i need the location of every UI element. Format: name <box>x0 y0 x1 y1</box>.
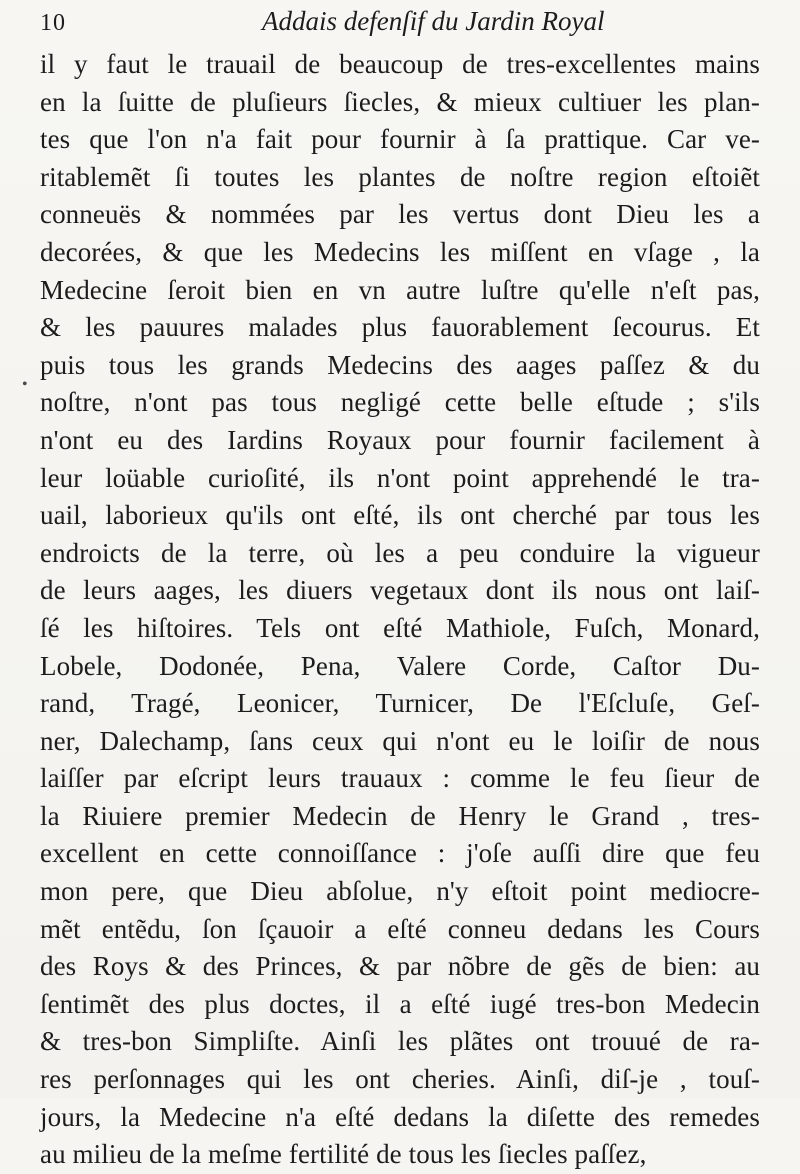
text-line: puis tous les grands Medecins des aages paſſez & du <box>40 349 760 380</box>
margin-mark: • <box>22 376 28 393</box>
text-line: Lobele, Dodonée, Pena, Valere Corde, Caſtor Du- <box>40 650 760 681</box>
text-line: ner, Dalechamp, ſans ceux qui n'ont eu le loiſir de nous <box>40 725 760 756</box>
text-line: uail, laborieux qu'ils ont eſté, ils ont cherché par tous les <box>40 500 760 531</box>
text-line: laiſſer par eſcript leurs trauaux : comme le feu ſieur de <box>40 763 760 794</box>
text-line: mẽt entẽdu, ſon ſçauoir a eſté conneu dedans les Cours <box>40 913 760 944</box>
text-line: au milieu de la meſme fertilité de tous les ſiecles paſſez, <box>40 1139 647 1170</box>
text-line: endroicts de la terre, où les a peu conduire la vigueur <box>40 537 760 568</box>
text-line: n'ont eu des Iardins Royaux pour fournir facilement à <box>40 424 760 455</box>
text-line: ritablemẽt ſi toutes les plantes de noſtre region eſtoiẽt <box>40 161 760 192</box>
text-line: ſé les hiſtoires. Tels ont eſté Mathiole, Fuſch, Monard, <box>40 612 760 643</box>
text-line: ſentimẽt des plus doctes, il a eſté iugé tres-bon Medecin <box>40 988 760 1019</box>
page-number: 10 <box>40 10 66 36</box>
running-head: Addais defenſif du Jardin Royal <box>262 6 605 36</box>
text-line: res perſonnages qui les ont cheries. Ainſi, diſ-je , touſ- <box>40 1064 760 1095</box>
text-line: la Riuiere premier Medecin de Henry le Grand , tres- <box>40 800 760 831</box>
text-line: Medecine ſeroit bien en vn autre luſtre qu'elle n'eſt pas, <box>40 274 760 305</box>
page-header <box>36 2 756 48</box>
text-line: & tres-bon Simpliſte. Ainſi les plãtes ont trouué de ra- <box>40 1026 760 1057</box>
text-line: jours, la Medecine n'a eſté dedans la diſette des remedes <box>40 1101 760 1132</box>
body-text <box>40 46 760 1174</box>
text-line: conneuës & nommées par les vertus dont Dieu les a <box>40 199 760 230</box>
text-line: de leurs aages, les diuers vegetaux dont ils nous ont laiſ- <box>40 575 760 606</box>
text-line: leur loüable curioſité, ils n'ont point apprehendé le tra- <box>40 462 760 493</box>
text-line: des Roys & des Princes, & par nõbre de gẽs de bien: au <box>40 951 760 982</box>
text-line: excellent en cette connoiſſance : j'oſe auſſi dire que feu <box>40 838 760 869</box>
text-line: & les pauures malades plus fauorablement ſecourus. Et <box>40 312 760 343</box>
text-line: tes que l'on n'a fait pour fournir à ſa prattique. Car ve- <box>40 124 760 155</box>
text-line: noſtre, n'ont pas tous negligé cette belle eſtude ; s'ils <box>40 387 760 418</box>
text-line: mon pere, que Dieu abſolue, n'y eſtoit point mediocre- <box>40 876 760 907</box>
text-line: en la ſuitte de pluſieurs ſiecles, & mieux cultiuer les plan- <box>40 86 760 117</box>
text-line: rand, Tragé, Leonicer, Turnicer, De l'Eſcluſe, Geſ- <box>40 688 760 719</box>
text-line: decorées, & que les Medecins les miſſent en vſage , la <box>40 236 760 267</box>
text-line: il y faut le trauail de beaucoup de tres-excellentes mains <box>40 49 760 79</box>
